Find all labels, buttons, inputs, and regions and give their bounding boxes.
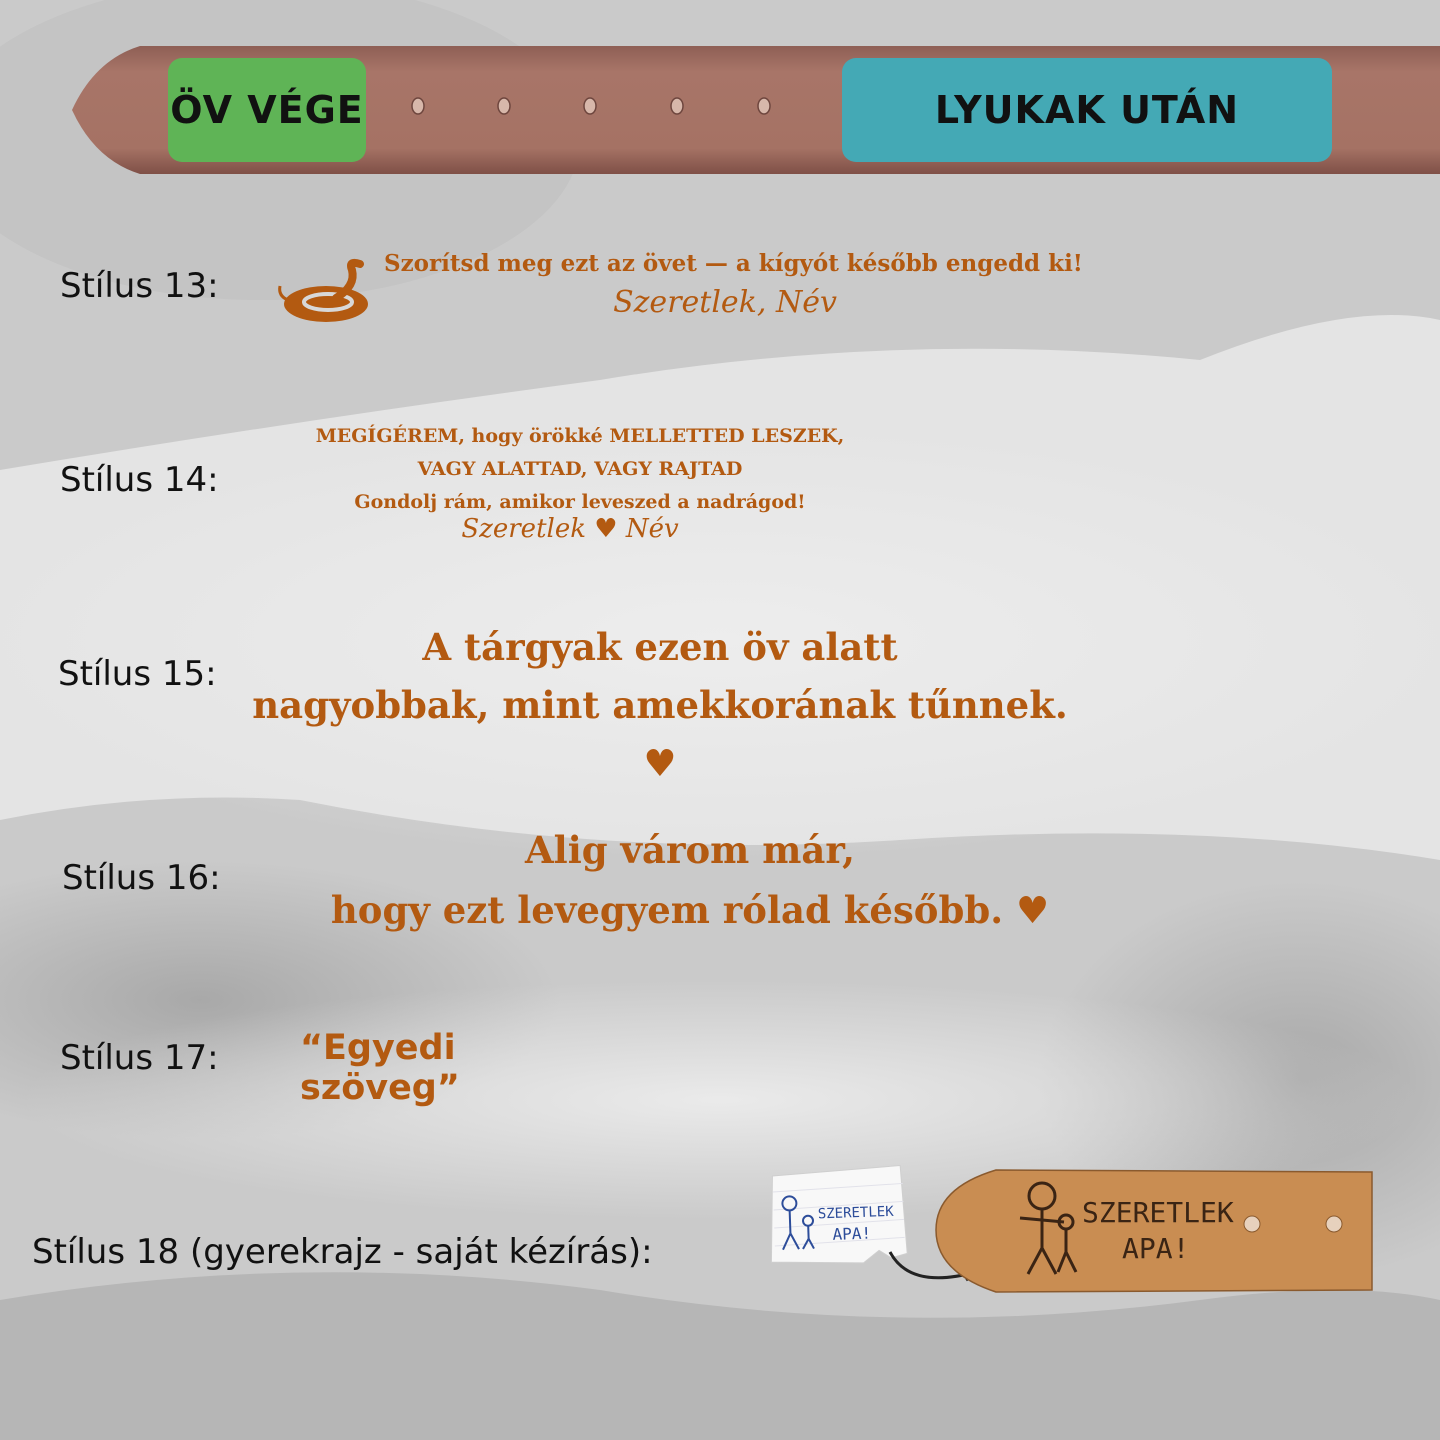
belt-hole (498, 98, 510, 114)
tag-text-line-1: SZERETLEK (1082, 1196, 1234, 1229)
note-text-line-1: SZERETLEK (817, 1203, 894, 1223)
style-15-line: A tárgyak ezen öv alatt (422, 625, 898, 669)
note-text-line-2: APA! (832, 1223, 872, 1244)
style-13-label: Stílus 13: (60, 266, 219, 306)
style-16-label: Stílus 16: (62, 858, 221, 898)
style-14-text (300, 420, 860, 519)
snake-icon (276, 256, 376, 326)
style-18-label: Stílus 18 (gyerekrajz - saját kézírás): (32, 1232, 653, 1272)
style-14-signature: Szeretlek ♥ Név (461, 514, 679, 544)
style-13-signature: Szeretlek, Név (613, 285, 837, 320)
paper-note (768, 1165, 907, 1266)
style-15-text (230, 618, 1090, 792)
style-15-label: Stílus 15: (58, 654, 217, 694)
style-14-line: VAGY ALATTAD, VAGY RAJTAD (417, 458, 743, 480)
style-15-line: nagyobbak, mint amekkorának tűnnek. ♥ (252, 683, 1068, 785)
style-17-text: “Egyedi szöveg” (300, 1028, 460, 1108)
style-16-text (300, 820, 1080, 940)
style-16-line: Alig várom már, (524, 828, 856, 872)
tag-text-line-2: APA! (1122, 1232, 1190, 1265)
style-13-text: Szorítsd meg ezt az övet — a kígyót később engedd ki! (384, 250, 1083, 277)
belt-hole (758, 98, 770, 114)
belt-hole (671, 98, 683, 114)
style-14-line: MEGÍGÉREM, hogy örökké MELLETTED LESZEK, (315, 425, 845, 447)
style-17-label: Stílus 17: (60, 1038, 219, 1078)
style-16-line: hogy ezt levegyem rólad később. ♥ (330, 888, 1050, 932)
child-drawing-tag (750, 1160, 1390, 1310)
belt-hole (584, 98, 596, 114)
style-14-label: Stílus 14: (60, 460, 219, 500)
belt-hole (412, 98, 424, 114)
after-holes-label: LYUKAK UTÁN (842, 58, 1332, 162)
belt-end-label: ÖV VÉGE (168, 58, 366, 162)
style-14-line: Gondolj rám, amikor leveszed a nadrágod! (354, 491, 806, 513)
